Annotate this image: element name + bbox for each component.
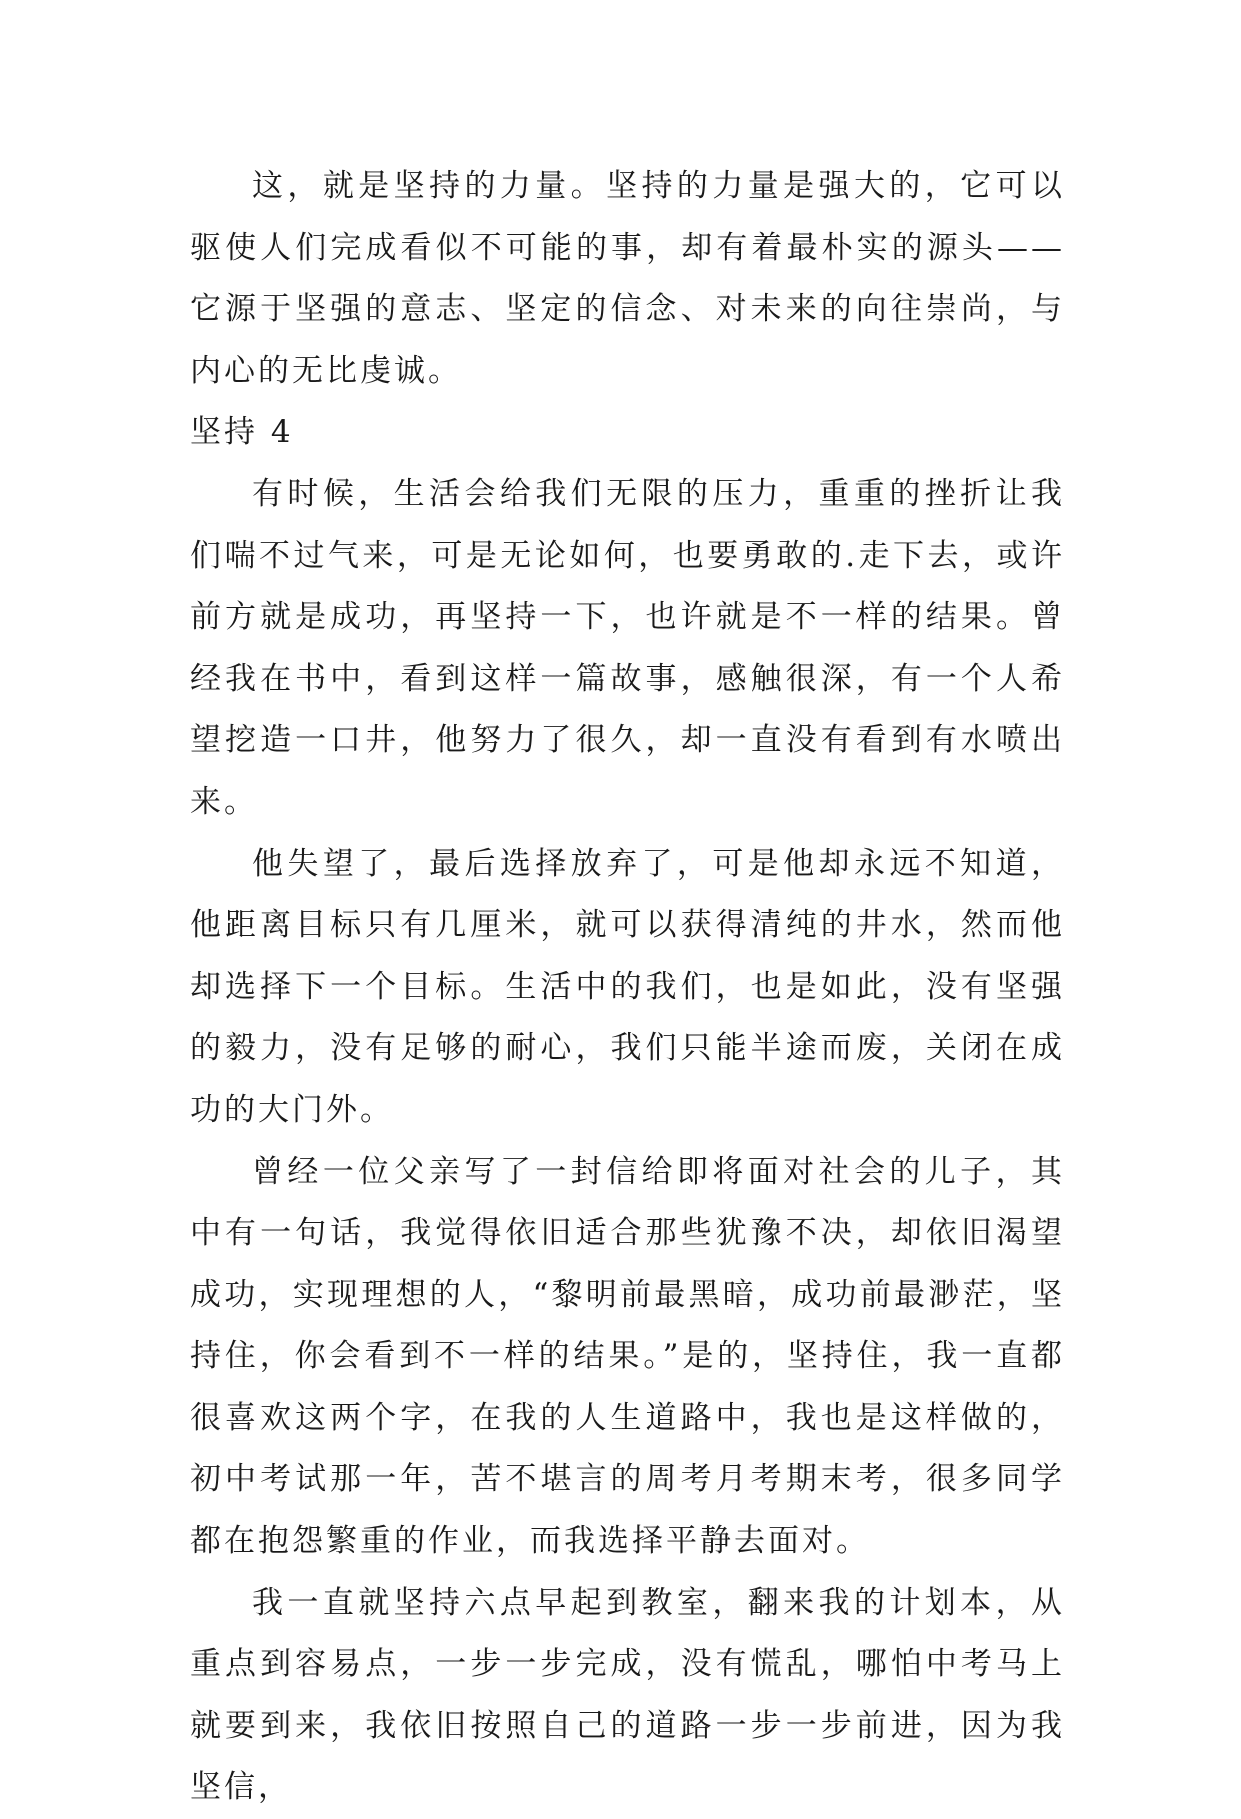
document-body: [190, 156, 1065, 1819]
paragraph-4: 曾经一位父亲写了一封信给即将面对社会的儿子，其中有一句话，我觉得依旧适合那些犹豫不决，却依旧渴望成功，实现理想的人，“黎明前最黑暗，成功前最渺茫，坚持住，你会看到不一样的结果。”是的，坚持住，我一直都很喜欢这两个字，在我的人生道路中，我也是这样做的，初中考试那一年，苦不堪言的周考月考期末考，很多同学都在抱怨繁重的作业，而我选择平静去面对。: [190, 1153, 1065, 1560]
paragraph-2: 有时候，生活会给我们无限的压力，重重的挫折让我们喘不过气来，可是无论如何，也要勇敢的.走下去，或许前方就是成功，再坚持一下，也许就是不一样的结果。曾经我在书中，看到这样一篇故事，感触很深，有一个人希望挖造一口井，他努力了很久，却一直没有看到有水喷出来。: [190, 475, 1065, 820]
paragraph-1: 这，就是坚持的力量。坚持的力量是强大的，它可以驱使人们完成看似不可能的事，却有着最朴实的源头——它源于坚强的意志、坚定的信念、对未来的向往崇尚，与内心的无比虔诚。: [190, 168, 1065, 389]
section-heading: 坚持 4: [190, 414, 294, 451]
paragraph-3: 他失望了，最后选择放弃了，可是他却永远不知道，他距离目标只有几厘米，就可以获得清纯的井水，然而他却选择下一个目标。生活中的我们，也是如此，没有坚强的毅力，没有足够的耐心，我们只能半途而废，关闭在成功的大门外。: [190, 845, 1065, 1128]
paragraph-5: 我一直就坚持六点早起到教室，翻来我的计划本，从重点到容易点，一步一步完成，没有慌乱，哪怕中考马上就要到来，我依旧按照自己的道路一步一步前进，因为我坚信，: [190, 1584, 1065, 1806]
